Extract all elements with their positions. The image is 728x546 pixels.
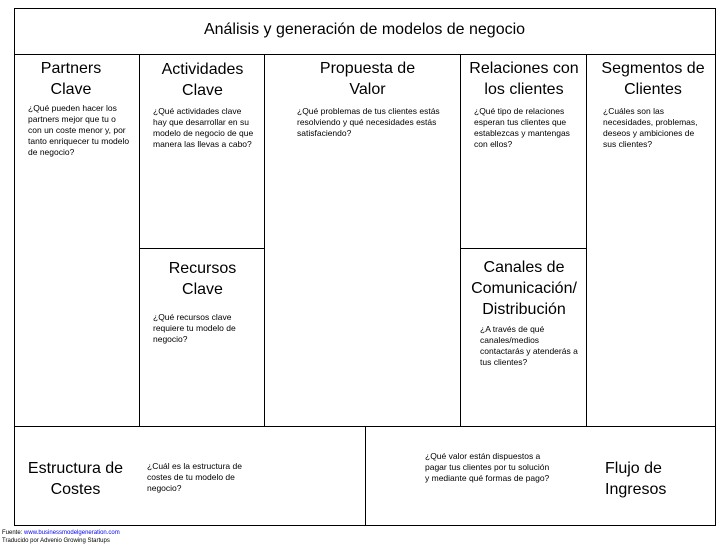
footer-source-label: Fuente: (2, 530, 23, 536)
costes-heading: Estructura de Costes (27, 460, 124, 498)
partners-heading: Partners Clave (40, 60, 102, 98)
canales-question: ¿A través de qué canales/medios contactarás y atenderás a tus clientes? (480, 324, 578, 367)
footer-source (2, 530, 120, 537)
footer-source-link[interactable]: www.businessmodelgeneration.com (24, 530, 120, 536)
page-title: Análisis y generación de modelos de negocio (203, 21, 526, 38)
recursos-heading: Recursos Clave (168, 260, 237, 298)
ingresos-question: ¿Qué valor están dispuestos a pagar tus clientes por tu solución y mediante qué formas de pago? (425, 451, 550, 483)
actividades-heading: Actividades Clave (161, 61, 244, 99)
relaciones-heading: Relaciones con los clientes (469, 60, 579, 98)
costes-question: ¿Cuál es la estructura de costes de tu modelo de negocio? (147, 461, 242, 493)
segmentos-question: ¿Cuáles son las necesidades, problemas, deseos y ambiciones de sus clientes? (603, 106, 698, 149)
recursos-question: ¿Qué recursos clave requiere tu modelo de negocio? (153, 312, 236, 344)
ingresos-heading: Flujo de Ingresos (605, 460, 667, 498)
canales-heading: Canales de Comunicación/ Distribución (471, 259, 577, 318)
footer-translation: Traducido por Advenio Growing Startups (2, 538, 110, 544)
actividades-question: ¿Qué actividades clave hay que desarrollar en su modelo de negocio de que manera las llevas a cabo? (153, 106, 254, 149)
relaciones-question: ¿Qué tipo de relaciones esperan tus clientes que establezcas y mantengas con ellos? (474, 106, 570, 149)
propuesta-question: ¿Qué problemas de tus clientes estás resolviendo y qué necesidades estás satisfaciendo? (297, 106, 440, 138)
partners-question: ¿Qué pueden hacer los partners mejor que tu o con un coste menor y, por tanto enriquecer tu modelo de negocio? (28, 103, 130, 157)
propuesta-heading: Propuesta de Valor (319, 60, 416, 98)
segmentos-heading: Segmentos de Clientes (601, 60, 705, 98)
